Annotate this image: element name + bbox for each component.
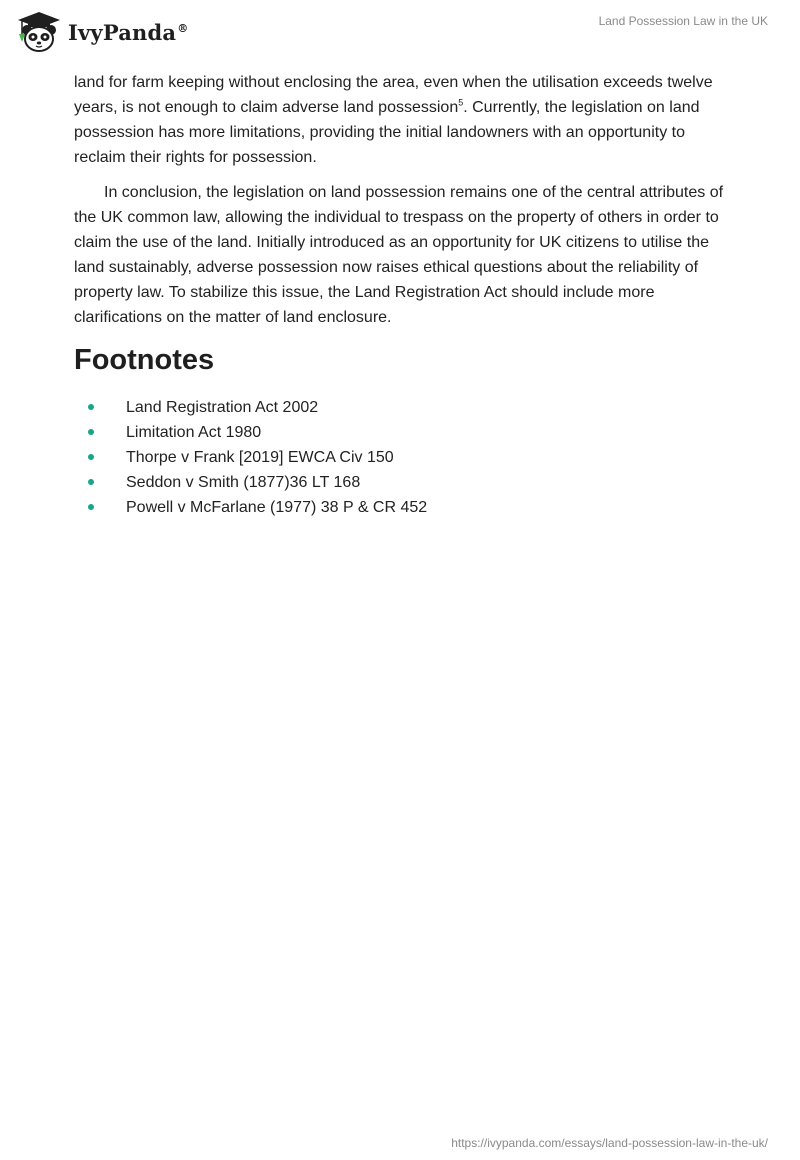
footnotes-list <box>74 395 734 520</box>
bullet-icon <box>88 454 94 460</box>
footnote-item: Limitation Act 1980 <box>74 420 734 445</box>
bullet-icon <box>88 429 94 435</box>
footnotes-heading: Footnotes <box>74 344 215 376</box>
footnote-ref-5[interactable]: 5 <box>458 97 464 108</box>
footnote-item: Land Registration Act 2002 <box>74 395 734 420</box>
paragraph-conclusion: In conclusion, the legislation on land possession remains one of the central attributes of the UK common law, allowing the individual to trespass on the property of others in order to claim the use of the land. Initially introduced as an opportunity for UK citizens to utilise the land sustainably, adverse possession now raises ethical questions about the reliability of property law. To stabilize this issue, the Land Registration Act should include more clarifications on the matter of land enclosure. <box>74 184 724 326</box>
document-title: Land Possession Law in the UK <box>598 14 768 28</box>
ivypanda-logo[interactable] <box>16 8 188 56</box>
essay-content <box>74 70 734 520</box>
page-header <box>0 0 800 64</box>
footnote-item: Thorpe v Frank [2019] EWCA Civ 150 <box>74 445 734 470</box>
footnote-item: Seddon v Smith (1877)36 LT 168 <box>74 470 734 495</box>
panda-graduate-icon <box>16 10 62 54</box>
bullet-icon <box>88 479 94 485</box>
bullet-icon <box>88 504 94 510</box>
paragraph-1: land for farm keeping without enclosing the area, even when the utilisation exceeds twelve years, is not enough to claim adverse land possession$^5$. Currently, the legislation on land possession has more limitations, providing the initial landowners with an opportunity to reclaim their rights for possession. <box>74 74 713 166</box>
footnote-item: Powell v McFarlane (1977) 38 P & CR 452 <box>74 495 734 520</box>
logo-wordmark: IvyPanda® <box>68 19 189 45</box>
bullet-icon <box>88 404 94 410</box>
source-url[interactable]: https://ivypanda.com/essays/land-possession-law-in-the-uk/ <box>451 1136 768 1150</box>
